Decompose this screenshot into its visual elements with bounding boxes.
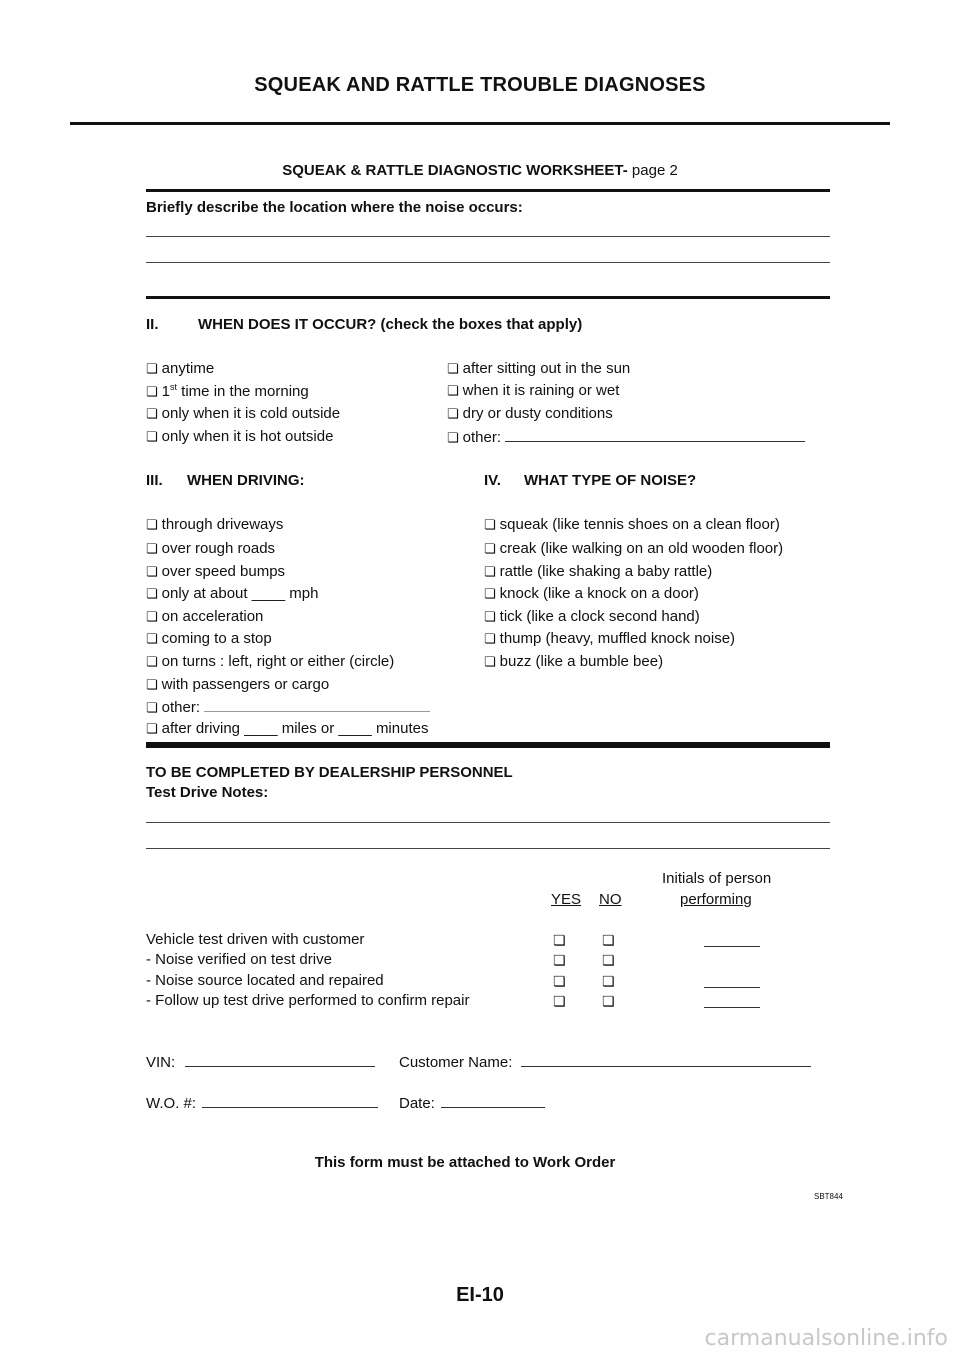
noise-item[interactable]: ❏ rattle (like shaking a baby rattle) <box>484 563 712 580</box>
first-time-sup: st <box>170 382 178 392</box>
driving-other[interactable] <box>146 698 430 716</box>
vin-line[interactable] <box>185 1053 375 1067</box>
check-row-label: - Noise source located and repaired <box>146 972 384 989</box>
section-divider-1 <box>146 296 830 299</box>
first-time-number: 1 <box>161 383 170 400</box>
section3-heading: WHEN DRIVING: <box>187 472 305 489</box>
initials-line[interactable] <box>704 946 760 947</box>
section-divider-2 <box>146 742 830 748</box>
worksheet-title-main: SQUEAK & RATTLE DIAGNOSTIC WORKSHEET- <box>282 162 628 179</box>
check-row-label: Vehicle test driven with customer <box>146 931 365 948</box>
initials-line[interactable] <box>704 987 760 988</box>
occur-other[interactable] <box>447 428 805 446</box>
vin-label: VIN: <box>146 1054 176 1071</box>
page-code: EI-10 <box>456 1284 504 1306</box>
section2-number: II. <box>146 316 159 333</box>
date-label: Date: <box>399 1095 435 1112</box>
location-line-2[interactable] <box>146 262 830 263</box>
occur-hot-outside[interactable]: ❏ only when it is hot outside <box>146 428 333 445</box>
occur-other-line[interactable] <box>505 428 805 442</box>
yes-header: YES <box>551 891 582 908</box>
driving-item[interactable]: ❏ after driving ____ miles or ____ minutes <box>146 720 428 737</box>
header-divider <box>70 122 890 125</box>
section2-heading: WHEN DOES IT OCCUR? (check the boxes that apply) <box>198 316 583 333</box>
no-checkbox[interactable]: ❏ <box>602 952 615 968</box>
driving-item[interactable]: ❏ over speed bumps <box>146 563 285 580</box>
yes-checkbox[interactable]: ❏ <box>553 973 566 989</box>
initials-header-line1: Initials of person <box>662 870 772 887</box>
occur-dusty[interactable]: ❏ dry or dusty conditions <box>447 405 613 422</box>
driving-other-line[interactable] <box>204 698 430 712</box>
occur-first-time-morning[interactable] <box>146 382 309 400</box>
vin-field[interactable] <box>146 1053 375 1071</box>
driving-item[interactable]: ❏ with passengers or cargo <box>146 676 329 693</box>
date-line[interactable] <box>441 1094 545 1108</box>
no-checkbox[interactable]: ❏ <box>602 993 615 1009</box>
driving-item[interactable]: ❏ on acceleration <box>146 608 263 625</box>
driving-item[interactable]: ❏ through driveways <box>146 516 283 533</box>
dealer-heading: TO BE COMPLETED BY DEALERSHIP PERSONNEL <box>146 764 513 781</box>
yes-checkbox[interactable]: ❏ <box>553 932 566 948</box>
location-line-1[interactable] <box>146 236 830 237</box>
occur-sun[interactable]: ❏ after sitting out in the sun <box>447 360 630 377</box>
yes-checkbox[interactable]: ❏ <box>553 993 566 1009</box>
no-checkbox[interactable]: ❏ <box>602 973 615 989</box>
customer-label: Customer Name: <box>399 1054 513 1071</box>
notes-line-1[interactable] <box>146 822 830 823</box>
driving-item[interactable]: ❏ on turns : left, right or either (circle) <box>146 653 394 670</box>
no-checkbox[interactable]: ❏ <box>602 932 615 948</box>
wo-label: W.O. #: <box>146 1095 197 1112</box>
check-row-label: - Follow up test drive performed to confirm repair <box>146 992 470 1009</box>
section4-number: IV. <box>484 472 501 489</box>
noise-item[interactable]: ❏ creak (like walking on an old wooden floor) <box>484 540 783 557</box>
initials-line[interactable] <box>704 1007 760 1008</box>
date-field[interactable] <box>399 1094 545 1112</box>
customer-field[interactable] <box>399 1053 811 1071</box>
occur-raining[interactable]: ❏ when it is raining or wet <box>447 382 619 399</box>
test-drive-notes-label: Test Drive Notes: <box>146 784 269 801</box>
noise-item[interactable]: ❏ buzz (like a bumble bee) <box>484 653 663 670</box>
watermark: carmanualsonline.info <box>704 1326 948 1351</box>
wo-line[interactable] <box>202 1094 378 1108</box>
page-header-title: SQUEAK AND RATTLE TROUBLE DIAGNOSES <box>254 74 706 96</box>
noise-item[interactable]: ❏ knock (like a knock on a door) <box>484 585 699 602</box>
section4-heading: WHAT TYPE OF NOISE? <box>524 472 697 489</box>
driving-other-label: other: <box>161 699 201 716</box>
worksheet-title-page: page 2 <box>627 162 678 179</box>
driving-item[interactable]: ❏ coming to a stop <box>146 630 272 647</box>
occur-anytime[interactable]: ❏ anytime <box>146 360 214 377</box>
yes-checkbox[interactable]: ❏ <box>553 952 566 968</box>
noise-item[interactable]: ❏ squeak (like tennis shoes on a clean floor) <box>484 516 780 533</box>
section3-number: III. <box>146 472 163 489</box>
location-label: Briefly describe the location where the noise occurs: <box>146 199 523 216</box>
worksheet-title <box>0 162 960 179</box>
worksheet-top-rule <box>146 189 830 192</box>
wo-field[interactable] <box>146 1094 378 1112</box>
noise-item[interactable]: ❏ tick (like a clock second hand) <box>484 608 700 625</box>
occur-cold-outside[interactable]: ❏ only when it is cold outside <box>146 405 340 422</box>
driving-item[interactable]: ❏ over rough roads <box>146 540 275 557</box>
noise-item[interactable]: ❏ thump (heavy, muffled knock noise) <box>484 630 735 647</box>
customer-line[interactable] <box>521 1053 811 1067</box>
figure-code: SBT844 <box>814 1192 843 1201</box>
initials-header-line2: performing <box>680 891 752 908</box>
occur-other-label: other: <box>462 429 502 446</box>
notes-line-2[interactable] <box>146 848 830 849</box>
driving-item[interactable]: ❏ only at about ____ mph <box>146 585 318 602</box>
no-header: NO <box>599 891 622 908</box>
check-row-label: - Noise verified on test drive <box>146 951 332 968</box>
attach-note: This form must be attached to Work Order <box>314 1154 616 1171</box>
first-time-rest: time in the morning <box>177 383 309 400</box>
